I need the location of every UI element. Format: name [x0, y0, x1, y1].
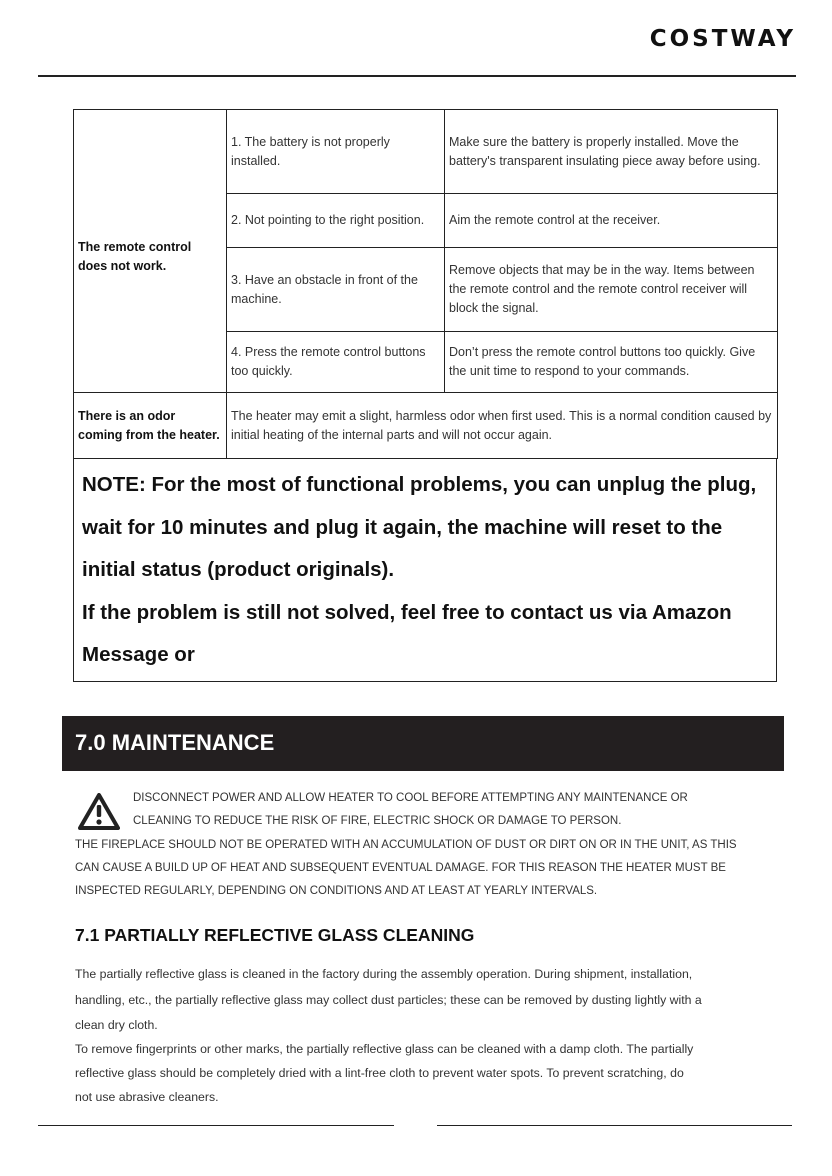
header-divider [38, 75, 796, 77]
warning-text: DISCONNECT POWER AND ALLOW HEATER TO COOL BEFORE ATTEMPTING ANY MAINTENANCE OR [133, 792, 688, 804]
footer-divider-right [437, 1125, 792, 1126]
solution-cell: Remove objects that may be in the way. Items between the remote control and the remote control receiver will block the signal. [445, 248, 778, 332]
glass-text: To remove fingerprints or other marks, the partially reflective glass can be cleaned with a damp cloth. The partially [75, 1042, 694, 1056]
cause-cell: 3. Have an obstacle in front of the machine. [227, 248, 445, 332]
section-title: 7.0 MAINTENANCE [75, 730, 275, 755]
brand-logo: COSTWAY [649, 26, 796, 52]
note-line: initial status (product originals). [82, 558, 395, 581]
cause-cell: 1. The battery is not properly installed. [227, 110, 445, 194]
solution-cell: Don’t press the remote control buttons too quickly. Give the unit time to respond to your commands. [445, 332, 778, 393]
footer-divider-left [38, 1125, 394, 1126]
solution-cell: The heater may emit a slight, harmless odor when first used. This is a normal condition caused by initial heating of the internal parts and will not occur again. [227, 393, 778, 459]
table-row [74, 393, 778, 459]
troubleshooting-table [73, 109, 778, 459]
note-line: NOTE: For the most of functional problems, you can unplug the plug, [82, 473, 757, 496]
glass-text: The partially reflective glass is cleaned in the factory during the assembly operation. During shipment, installation, [75, 967, 693, 981]
note-line: If the problem is still not solved, feel free to contact us via Amazon [82, 600, 732, 624]
note-box [73, 458, 777, 682]
warning-text: CLEANING TO REDUCE THE RISK OF FIRE, ELECTRIC SHOCK OR DAMAGE TO PERSON. [133, 815, 622, 827]
note-line: Message or [82, 643, 195, 666]
problem-cell: There is an odor coming from the heater. [74, 393, 227, 459]
glass-text: clean dry cloth. [75, 1018, 158, 1032]
maintenance-text: CAN CAUSE A BUILD UP OF HEAT AND SUBSEQUENT EVENTUAL DAMAGE. FOR THIS REASON THE HEATER MUST BE [75, 862, 726, 874]
solution-cell: Make sure the battery is properly installed. Move the battery's transparent insulating piece away before using. [445, 110, 778, 194]
problem-cell: The remote control does not work. [74, 110, 227, 393]
subsection-title: 7.1 PARTIALLY REFLECTIVE GLASS CLEANING [75, 925, 475, 945]
cause-cell: 2. Not pointing to the right position. [227, 194, 445, 248]
glass-text: not use abrasive cleaners. [75, 1090, 219, 1104]
glass-text: reflective glass should be completely dried with a lint-free cloth to prevent water spots. To prevent scratching, do [75, 1066, 684, 1080]
glass-text: handling, etc., the partially reflective glass may collect dust particles; these can be removed by dusting lightly with a [75, 993, 702, 1007]
maintenance-text: INSPECTED REGULARLY, DEPENDING ON CONDITIONS AND AT LEAST AT YEARLY INTERVALS. [75, 885, 598, 897]
warning-icon [78, 793, 120, 831]
solution-cell: Aim the remote control at the receiver. [445, 194, 778, 248]
table-row [74, 110, 778, 194]
section-header-maintenance [62, 716, 784, 771]
note-line: wait for 10 minutes and plug it again, the machine will reset to the [82, 515, 723, 539]
maintenance-text: THE FIREPLACE SHOULD NOT BE OPERATED WITH AN ACCUMULATION OF DUST OR DIRT ON OR IN THE UNIT, AS THIS [75, 839, 737, 851]
cause-cell: 4. Press the remote control buttons too quickly. [227, 332, 445, 393]
